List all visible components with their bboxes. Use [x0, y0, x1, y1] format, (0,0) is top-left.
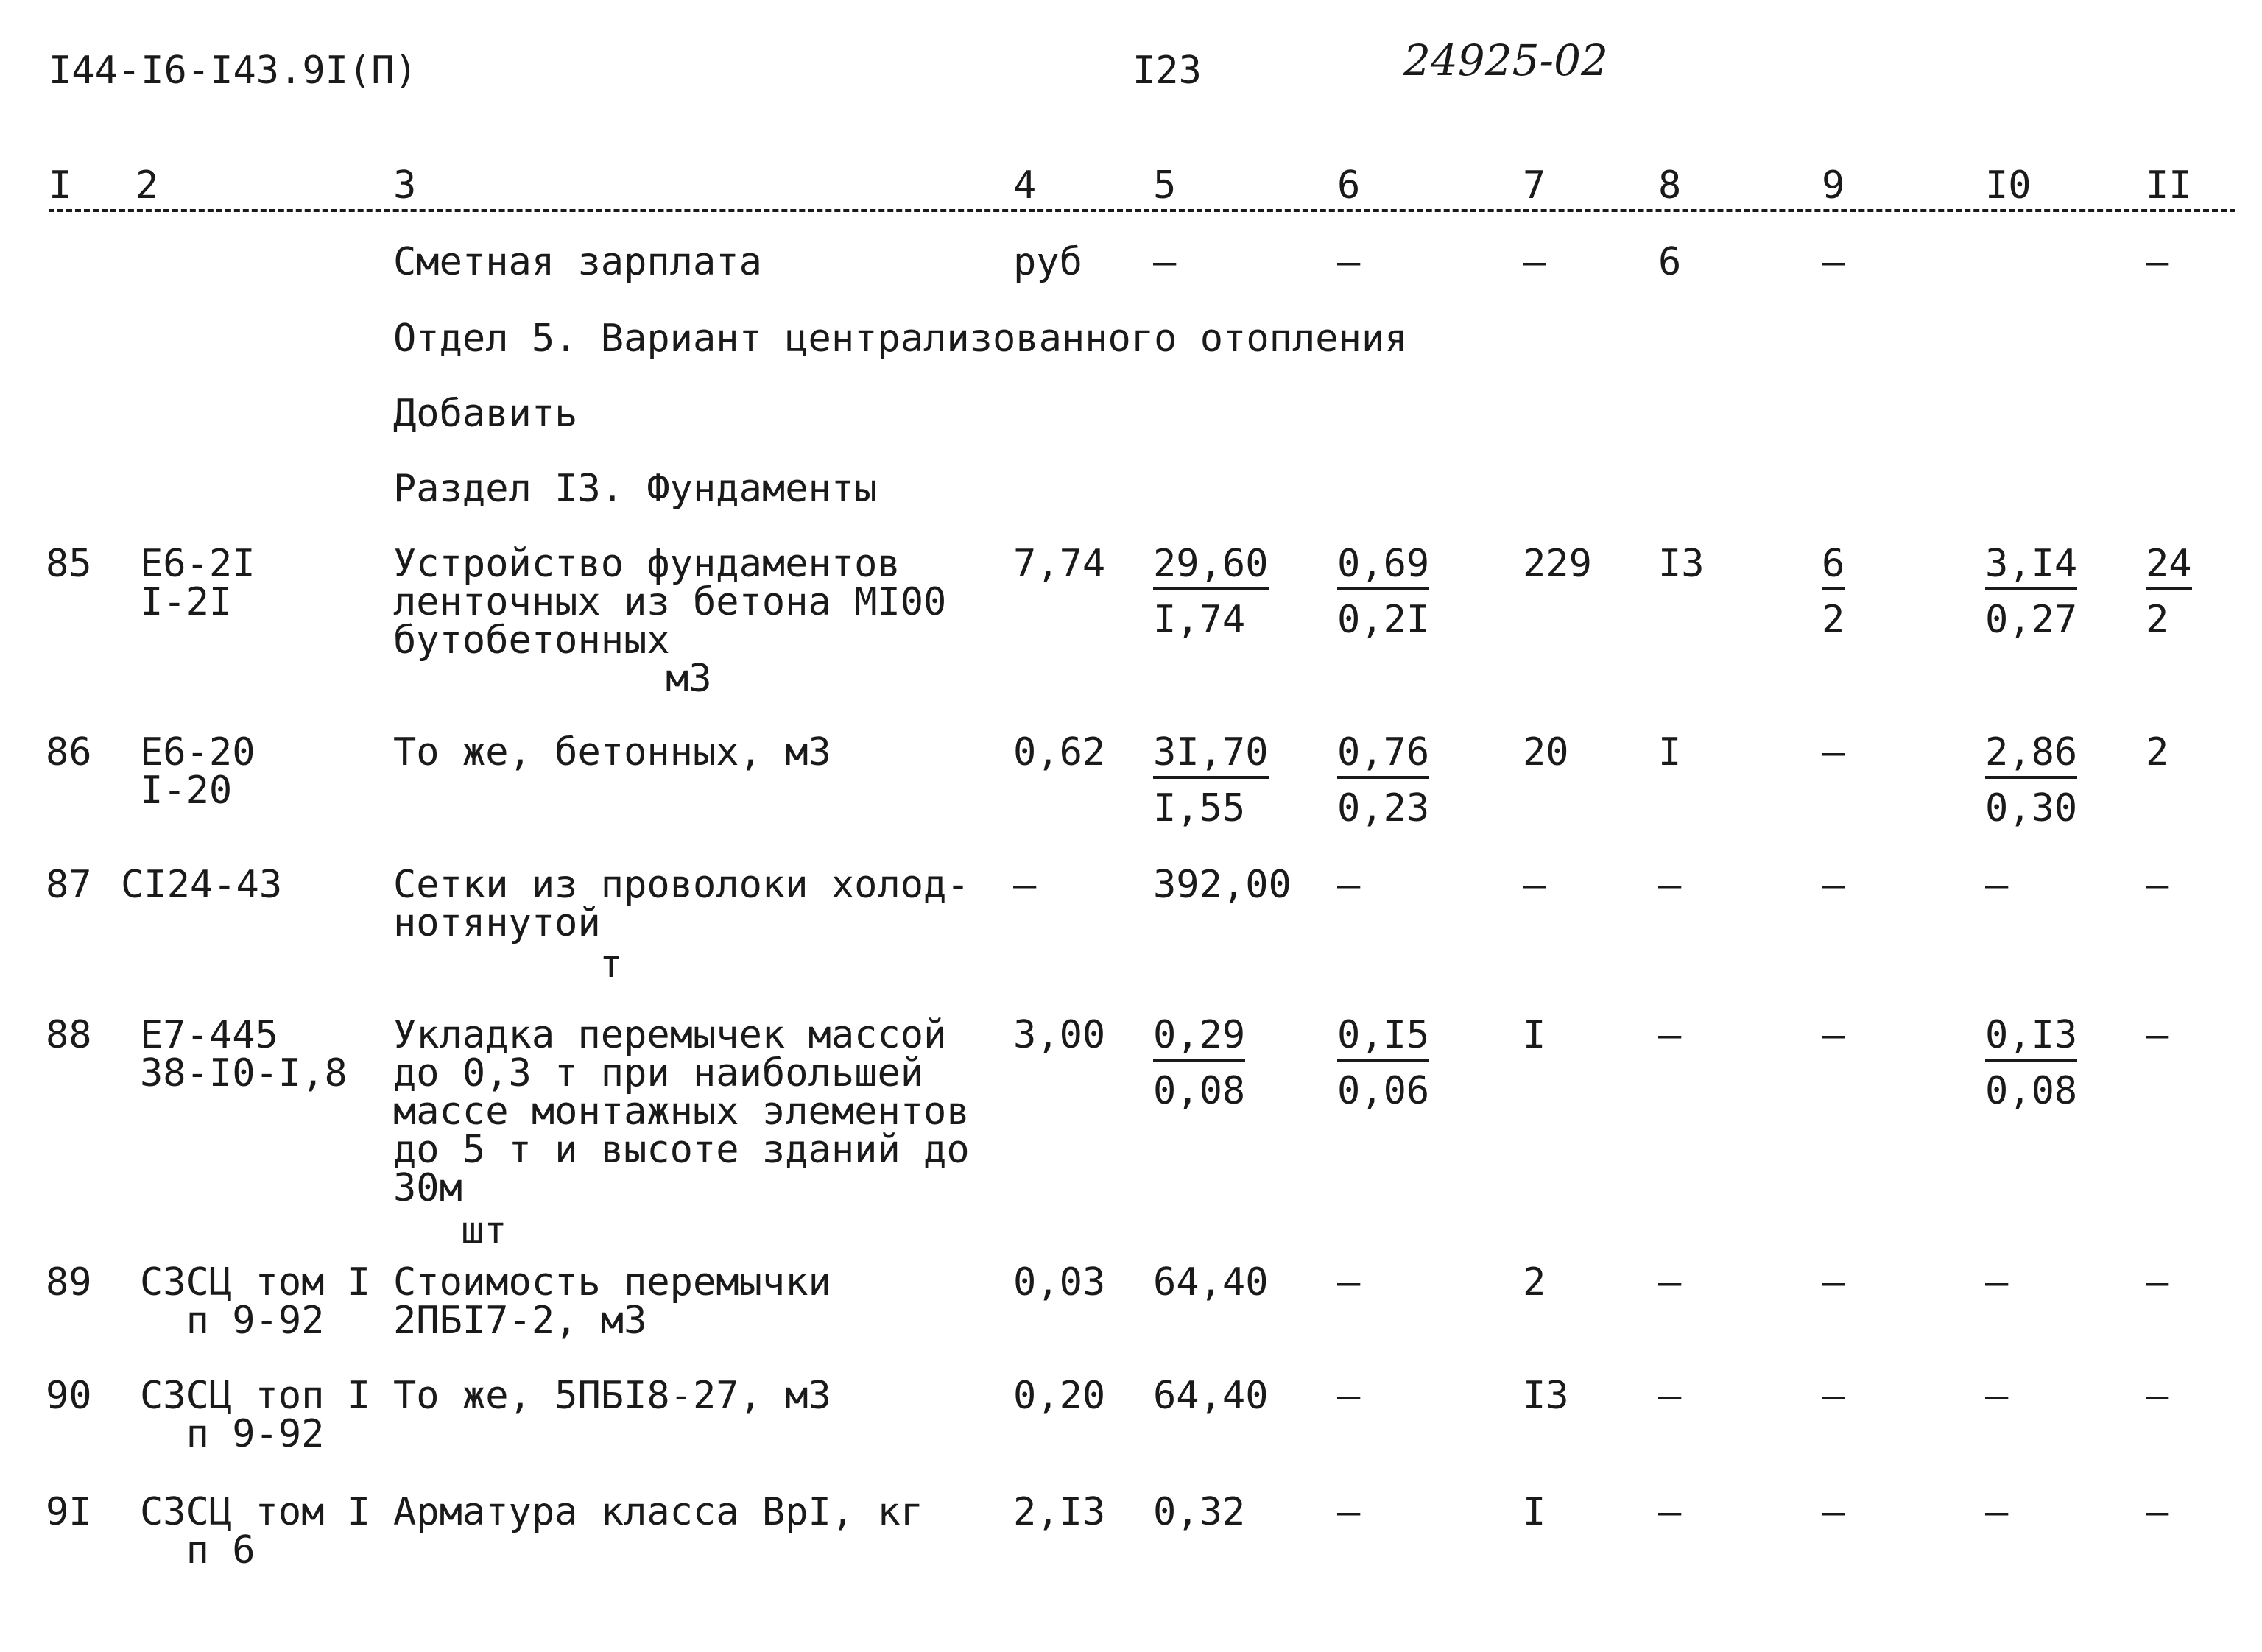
fraction-numerator: 3,I4: [1985, 545, 2077, 590]
cell-col6: –: [1337, 240, 1361, 284]
cell-col11-fraction: [2146, 542, 2192, 642]
fraction-numerator: 0,I5: [1337, 1016, 1429, 1062]
column-numbers-header: [0, 0, 2262, 221]
cell-col4: 7,74: [1013, 542, 1106, 586]
cell-col11: –: [2146, 1374, 2169, 1418]
cell-col10: –: [1985, 1490, 2009, 1534]
column-number: 7: [1523, 163, 1546, 208]
section-heading: Отдел 5. Вариант централизованного отопления: [393, 317, 1408, 361]
cell-col7: I: [1523, 1013, 1546, 1057]
cell-col8: –: [1658, 1013, 1682, 1057]
cell-col8: –: [1658, 1490, 1682, 1534]
cell-col7: 20: [1523, 730, 1569, 774]
column-number: 3: [393, 163, 417, 208]
fraction-numerator: 6: [1822, 545, 1845, 590]
cell-col11: –: [2146, 863, 2169, 907]
row-description: Арматура класса ВрI, кг: [393, 1490, 924, 1534]
row-number: 9I: [46, 1490, 92, 1534]
fraction-denominator: 0,08: [1153, 1069, 1246, 1113]
cell-col4: 0,20: [1013, 1374, 1106, 1418]
cell-col6: –: [1337, 863, 1361, 907]
cell-col4: 0,62: [1013, 730, 1106, 774]
row-unit: м3: [666, 657, 712, 701]
cell-col6: –: [1337, 1260, 1361, 1305]
row-number: 87: [46, 863, 92, 907]
cell-col5: –: [1153, 240, 1177, 284]
cell-col10: –: [1985, 863, 2009, 907]
section-heading: Добавить: [393, 392, 578, 436]
row-unit: шт: [461, 1209, 507, 1253]
cell-col7: I3: [1523, 1374, 1569, 1418]
fraction-denominator: 2: [2146, 598, 2169, 642]
row-code: Е7-445 38-I0-I,8: [140, 1013, 348, 1095]
fraction-denominator: 0,06: [1337, 1069, 1430, 1113]
fraction-numerator: 2,86: [1985, 733, 2077, 779]
row-description: Устройство фундаментов ленточных из бетона МI00 бутобетонных: [393, 542, 947, 663]
cell-col7: –: [1523, 240, 1546, 284]
cell-col9: –: [1822, 863, 1845, 907]
cell-col4: руб: [1013, 240, 1082, 284]
fraction-denominator: 0,27: [1985, 598, 2078, 642]
cell-col8: –: [1658, 863, 1682, 907]
fraction-numerator: 29,60: [1153, 545, 1269, 590]
cell-col7: 229: [1523, 542, 1592, 586]
row-unit: т: [599, 942, 623, 986]
row-description: Сетки из проволоки холод- нотянутой: [393, 863, 970, 945]
row-number: 88: [46, 1013, 92, 1057]
row-number: 85: [46, 542, 92, 586]
row-description: Укладка перемычек массой до 0,3 т при наибольшей массе монтажных элементов до 5 т и высоте зданий до 30м: [393, 1013, 970, 1210]
row-number: 90: [46, 1374, 92, 1418]
cell-col5-fraction: [1153, 730, 1269, 830]
cell-col11: –: [2146, 1013, 2169, 1057]
cell-col6-fraction: [1337, 1013, 1430, 1113]
cell-col4: 0,03: [1013, 1260, 1106, 1305]
row-description: То же, 5ПБI8-27, м3: [393, 1374, 831, 1418]
cell-col10: –: [1985, 1374, 2009, 1418]
cell-col5: 64,40: [1153, 1374, 1269, 1418]
column-number: 6: [1337, 163, 1361, 208]
cell-col8: –: [1658, 1374, 1682, 1418]
cell-col8: I: [1658, 730, 1682, 774]
cell-col5: 64,40: [1153, 1260, 1269, 1305]
cell-col7: I: [1523, 1490, 1546, 1534]
header-divider: [49, 209, 2235, 212]
cell-col6: –: [1337, 1374, 1361, 1418]
fraction-denominator: 2: [1822, 598, 1845, 642]
cell-col8: –: [1658, 1260, 1682, 1305]
row-description: Сметная зарплата: [393, 240, 762, 284]
row-code: СЗСЦ топ I п 9-92: [140, 1374, 371, 1456]
cell-col4: –: [1013, 863, 1037, 907]
cell-col11: –: [2146, 1260, 2169, 1305]
cell-col5-fraction: [1153, 542, 1269, 642]
cell-col11: –: [2146, 1490, 2169, 1534]
cell-col7: 2: [1523, 1260, 1546, 1305]
cell-col5-fraction: [1153, 1013, 1246, 1113]
column-number: I0: [1985, 163, 2032, 208]
column-number: 2: [135, 163, 159, 208]
fraction-denominator: 0,08: [1985, 1069, 2078, 1113]
row-code: СЗСЦ том I п 6: [140, 1490, 371, 1572]
cell-col10-fraction: [1985, 542, 2078, 642]
cell-col9: –: [1822, 1260, 1845, 1305]
cell-col6-fraction: [1337, 542, 1430, 642]
row-description: Стоимость перемычки 2ПБI7-2, м3: [393, 1260, 831, 1343]
row-code: Е6-2I I-2I: [140, 542, 256, 624]
cell-col9: –: [1822, 730, 1845, 774]
cell-col9: –: [1822, 1374, 1845, 1418]
fraction-denominator: I,55: [1153, 786, 1246, 830]
cell-col9: –: [1822, 1490, 1845, 1534]
cell-col11: 2: [2146, 730, 2169, 774]
cell-col9-fraction: [1822, 542, 1845, 642]
column-number: II: [2146, 163, 2192, 208]
cell-col8: I3: [1658, 542, 1705, 586]
handwritten-number: 24925-02: [1403, 35, 1608, 85]
cell-col5: 392,00: [1153, 863, 1292, 907]
fraction-denominator: 0,30: [1985, 786, 2078, 830]
column-number: 8: [1658, 163, 1682, 208]
row-code: СI24-43: [121, 863, 283, 907]
cell-col6-fraction: [1337, 730, 1430, 830]
cell-col4: 2,I3: [1013, 1490, 1106, 1534]
cell-col6: –: [1337, 1490, 1361, 1534]
cell-col10-fraction: [1985, 730, 2078, 830]
document-code: I44-I6-I43.9I(П): [49, 49, 417, 93]
fraction-numerator: 3I,70: [1153, 733, 1269, 779]
column-number: 5: [1153, 163, 1177, 208]
section-heading: Раздел I3. Фундаменты: [393, 467, 878, 511]
cell-col10-fraction: [1985, 1013, 2078, 1113]
page-number: I23: [1132, 49, 1202, 93]
fraction-numerator: 24: [2146, 545, 2192, 590]
cell-col8: 6: [1658, 240, 1682, 284]
fraction-denominator: 0,23: [1337, 786, 1430, 830]
column-number: 4: [1013, 163, 1037, 208]
cell-col4: 3,00: [1013, 1013, 1106, 1057]
cell-col9: –: [1822, 240, 1845, 284]
row-code: СЗСЦ том I п 9-92: [140, 1260, 371, 1343]
fraction-denominator: I,74: [1153, 598, 1246, 642]
cell-col7: –: [1523, 863, 1546, 907]
fraction-numerator: 0,69: [1337, 545, 1429, 590]
fraction-numerator: 0,29: [1153, 1016, 1245, 1062]
row-number: 86: [46, 730, 92, 774]
fraction-numerator: 0,I3: [1985, 1016, 2077, 1062]
column-number: 9: [1822, 163, 1845, 208]
fraction-denominator: 0,2I: [1337, 598, 1430, 642]
row-description: То же, бетонных, м3: [393, 730, 831, 774]
cell-col5: 0,32: [1153, 1490, 1246, 1534]
cell-col9: –: [1822, 1013, 1845, 1057]
cell-col10: –: [1985, 1260, 2009, 1305]
row-code: Е6-20 I-20: [140, 730, 256, 813]
cell-col11: –: [2146, 240, 2169, 284]
fraction-numerator: 0,76: [1337, 733, 1429, 779]
row-number: 89: [46, 1260, 92, 1305]
column-number: I: [49, 163, 72, 208]
